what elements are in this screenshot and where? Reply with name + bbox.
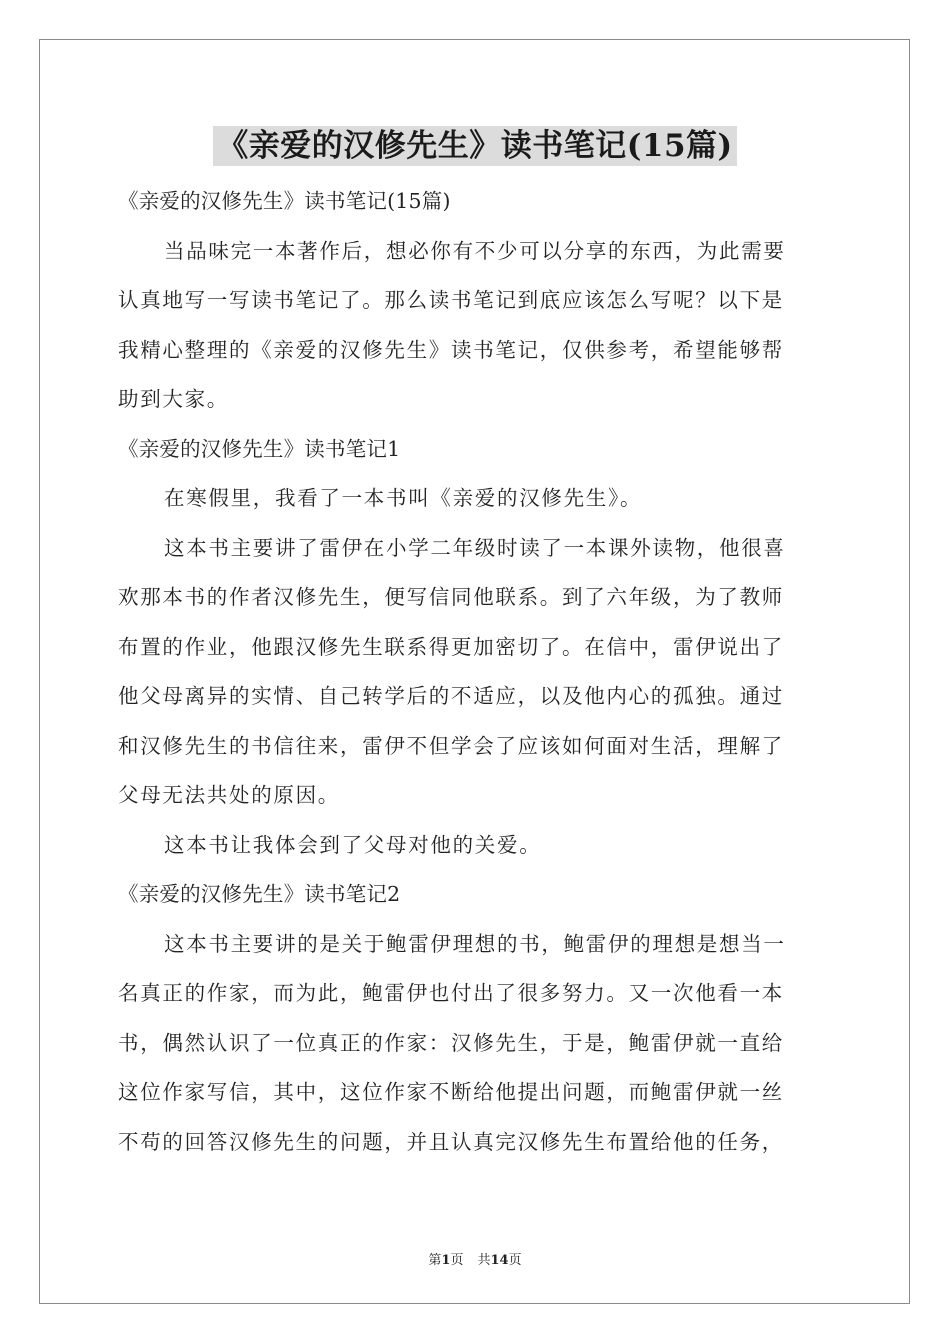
paragraph-line: 认真地写一写读书笔记了。那么读书笔记到底应该怎么写呢？以下是 (118, 288, 784, 312)
section-heading: 《亲爱的汉修先生》读书笔记1 (118, 436, 401, 461)
paragraph-line: 名真正的作家，而为此，鲍雷伊也付出了很多努力。又一次他看一本 (118, 981, 784, 1005)
footer-page-current: 1 (441, 1253, 451, 1268)
paragraph-line: 助到大家。 (118, 387, 229, 411)
document-subtitle: 《亲爱的汉修先生》读书笔记(15篇) (118, 189, 451, 213)
paragraph-line: 这本书主要讲了雷伊在小学二年级时读了一本课外读物，他很喜 (164, 535, 786, 560)
document-title: 《亲爱的汉修先生》读书笔记(15篇) (213, 126, 736, 166)
paragraph-line: 当品味完一本著作后，想必你有不少可以分享的东西，为此需要 (164, 238, 786, 263)
paragraph-line: 书，偶然认识了一位真正的作家：汉修先生，于是，鲍雷伊就一直给 (118, 1030, 784, 1055)
paragraph-line: 这本书主要讲的是关于鲍雷伊理想的书，鲍雷伊的理想是想当一 (164, 931, 786, 956)
title-container (0, 126, 950, 166)
footer-page-suffix: 页 (450, 1253, 464, 1268)
page-footer (0, 1249, 950, 1268)
paragraph-line: 父母无法共处的原因。 (118, 783, 340, 807)
paragraph-line: 不苟的回答汉修先生的问题，并且认真完汉修先生布置给他的任务， (118, 1129, 784, 1154)
paragraph-line: 这位作家写信，其中，这位作家不断给他提出问题，而鲍雷伊就一丝 (118, 1080, 784, 1104)
paragraph-line: 布置的作业，他跟汉修先生联系得更加密切了。在信中，雷伊说出了 (118, 634, 784, 659)
footer-page-prefix: 第 (428, 1253, 442, 1268)
document-body (118, 177, 832, 1167)
paragraph-line: 欢那本书的作者汉修先生，便写信同他联系。到了六年级，为了教师 (118, 585, 784, 609)
paragraph-line: 他父母离异的实情、自己转学后的不适应，以及他内心的孤独。通过 (118, 684, 784, 708)
paragraph-line: 和汉修先生的书信往来，雷伊不但学会了应该如何面对生活，理解了 (118, 733, 784, 758)
footer-total-prefix: 共 (477, 1253, 491, 1268)
paragraph-line: 我精心整理的《亲爱的汉修先生》读书笔记，仅供参考，希望能够帮 (118, 337, 784, 362)
footer-total-suffix: 页 (508, 1253, 522, 1268)
section-heading: 《亲爱的汉修先生》读书笔记2 (118, 882, 401, 906)
paragraph-line: 这本书让我体会到了父母对他的关爱。 (164, 832, 542, 857)
footer-page-total: 14 (490, 1253, 509, 1268)
paragraph-line: 在寒假里，我看了一本书叫《亲爱的汉修先生》。 (164, 486, 643, 510)
